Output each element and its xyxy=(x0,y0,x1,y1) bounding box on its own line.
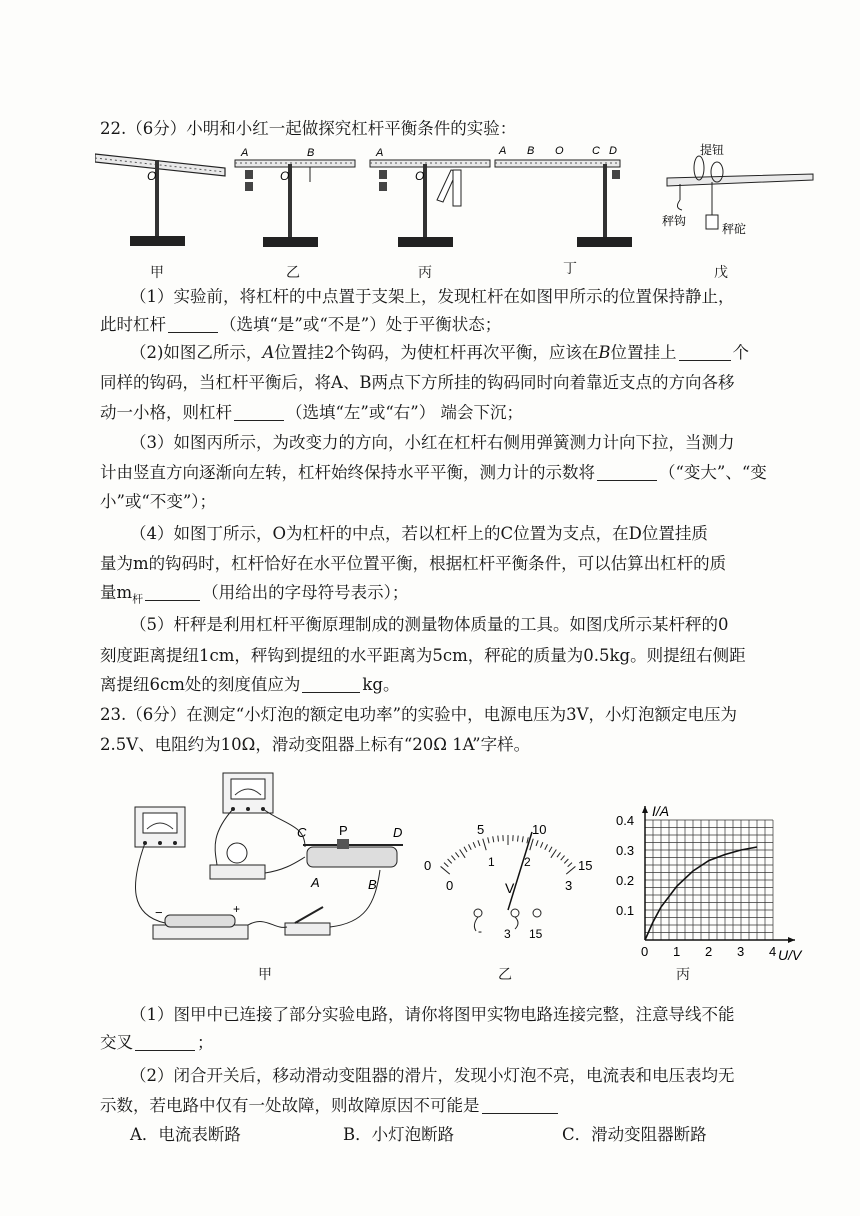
q22-part3-line1: （3）如图丙所示，为改变力的方向，小红在杠杆右侧用弹簧测力计向下拉，当测力 xyxy=(130,433,735,452)
q22-part4-line2: 量为m的钩码时，杠杆恰好在水平位置平衡，根据杠杆平衡条件，可以估算出杠杆的质 xyxy=(100,554,727,573)
dial-tick xyxy=(478,840,480,846)
upper-scale-10: 10 xyxy=(532,822,547,837)
caption-yi: 乙 xyxy=(498,967,512,983)
label-o: O xyxy=(415,169,425,183)
dial-tick xyxy=(441,866,450,874)
dial-tick xyxy=(564,859,568,863)
dial-tick xyxy=(518,836,519,842)
answer-blank-4[interactable] xyxy=(597,462,657,481)
upper-scale-0: 0 xyxy=(424,858,432,873)
x-tick-label: 2 xyxy=(705,944,713,959)
dial-tick xyxy=(493,836,494,842)
caption-bing: 丙 xyxy=(418,265,432,281)
option-b: B．小灯泡断路 xyxy=(343,1125,455,1144)
dial-tick xyxy=(498,836,499,842)
option-c: C．滑动变阻器断路 xyxy=(562,1125,707,1144)
dial-unit: V xyxy=(505,880,515,896)
label-b: B xyxy=(368,877,377,892)
q23-part2-line2: 示数，若电路中仅有一处故障，则故障原因不可能是 xyxy=(100,1091,560,1121)
y-tick-label: 0.3 xyxy=(616,843,635,858)
chart-grid xyxy=(645,820,773,940)
label-chenggou: 秤钩 xyxy=(662,214,687,228)
q23-circuit-figure xyxy=(125,765,425,955)
dial-pointer xyxy=(508,832,532,910)
dial-tick xyxy=(469,844,472,849)
y-tick-label: 0.1 xyxy=(616,903,635,918)
label-b: B xyxy=(307,147,315,159)
label-d: D xyxy=(393,825,403,840)
q22-part4-line1: （4）如图丁所示，O为杠杆的中点，若以杠杆上的C位置为支点，在D位置挂质 xyxy=(130,524,708,543)
battery xyxy=(153,902,248,939)
y-tick-label: 0.2 xyxy=(616,873,635,888)
q22-part5-line3: 离提纽6cm处的刻度值应为 kg。 xyxy=(100,675,400,694)
q23-title-line2: 2.5V、电阻约为10Ω，滑动变阻器上标有“20Ω 1A”字样。 xyxy=(100,735,531,754)
chart-xlabel: U/V xyxy=(778,947,802,963)
label-p: P xyxy=(339,823,348,838)
ammeter xyxy=(135,807,185,847)
dial-tick xyxy=(551,849,556,857)
answer-blank-1[interactable] xyxy=(168,314,218,333)
answer-blank-2[interactable] xyxy=(679,342,731,361)
q22-part4-line3: 量$m_杆$ （用给出的字母符号表示）； xyxy=(100,583,409,606)
caption-wu: 戊 xyxy=(714,265,728,281)
label-chengtuo: 秤砣 xyxy=(722,222,747,236)
dial-tick xyxy=(473,842,475,848)
x-tick-label: 0 xyxy=(641,944,649,959)
answer-blank-6[interactable] xyxy=(302,674,360,693)
lever-figure-yi xyxy=(235,147,355,247)
y-tick-label: 0.4 xyxy=(616,813,635,828)
dial-tick xyxy=(483,839,486,850)
light-bulb xyxy=(210,843,265,879)
label-c: C xyxy=(592,145,600,157)
answer-blank-5[interactable] xyxy=(145,582,200,601)
label-a: A xyxy=(376,147,384,159)
steelyard-figure-wu xyxy=(662,142,813,236)
q22-part5-line1: （5）杆秤是利用杠杆平衡原理制成的测量物体质量的工具。如图戊所示某杆秤的0 xyxy=(130,615,729,634)
x-axis-arrow xyxy=(788,937,795,943)
dial-tick xyxy=(444,863,448,867)
label-plus: + xyxy=(233,902,241,916)
lever-figure-jia xyxy=(95,154,225,246)
q23-voltmeter-dial xyxy=(420,818,595,943)
caption-bing: 丙 xyxy=(676,967,690,983)
x-tick-label: 4 xyxy=(769,944,777,959)
sliding-rheostat xyxy=(297,823,403,892)
lower-scale-2: 2 xyxy=(524,855,531,869)
label-tiniu: 提钮 xyxy=(700,143,725,157)
upper-scale-5: 5 xyxy=(477,822,485,837)
dial-tick xyxy=(488,837,489,843)
dial-tick xyxy=(557,852,561,857)
dial-tick xyxy=(448,859,452,863)
x-tick-label: 1 xyxy=(673,944,681,959)
q22-part3-line2: 计由竖直方向逐渐向左转，杠杆始终保持水平平衡，测力计的示数将 （“变大”、“变 xyxy=(100,463,767,482)
answer-blank-8[interactable] xyxy=(482,1095,558,1114)
dial-tick xyxy=(545,844,548,849)
lower-scale-3: 3 xyxy=(565,878,573,893)
label-a: A xyxy=(311,875,320,890)
chart-axes xyxy=(642,806,795,943)
q22-part1-line1: （1）实验前，将杠杆的中点置于支架上，发现杠杆在如图甲所示的位置保持静止， xyxy=(130,287,735,306)
caption-ding: 丁 xyxy=(563,261,577,277)
lower-scale-0: 0 xyxy=(446,878,454,893)
dial-tick xyxy=(451,856,455,861)
upper-scale-15: 15 xyxy=(578,858,593,873)
caption-jia: 甲 xyxy=(150,265,164,281)
answer-blank-3[interactable] xyxy=(234,402,284,421)
q23-part1-line2: 交叉 ； xyxy=(100,1033,214,1052)
q23-iu-graph xyxy=(612,800,822,972)
q22-part5-line2: 刻度距离提纽1cm，秤钩到提纽的水平距离为5cm，秤砣的质量为0.5kg。则提纽右侧距 xyxy=(100,646,746,665)
dial-tick xyxy=(561,856,565,861)
dial-tick xyxy=(549,847,552,852)
lower-scale-1: 1 xyxy=(488,855,495,869)
q23-title-line1: 23.（6分）在测定“小灯泡的额定电功率”的实验中，电源电压为3V，小灯泡额定电压为 xyxy=(100,705,738,724)
dial-ticks xyxy=(441,835,576,874)
terminal-minus: - xyxy=(478,924,482,938)
dial-tick xyxy=(455,852,459,857)
caption-jia: 甲 xyxy=(258,967,272,983)
label-a: A xyxy=(499,145,507,157)
label-o: O xyxy=(555,145,564,157)
q22-part2-line3: 动一小格，则杠杆 （选填“左”或“右”） 端会下沉； xyxy=(100,403,523,422)
q22-part3-line3: 小”或“不变”）； xyxy=(100,492,217,511)
x-tick-label: 3 xyxy=(737,944,745,959)
dial-tick xyxy=(536,840,538,846)
dial-tick xyxy=(566,866,575,874)
voltmeter xyxy=(223,773,273,813)
label-o: O xyxy=(280,169,290,183)
label-b: B xyxy=(527,145,535,157)
lever-figure-bing xyxy=(370,147,490,247)
q22-part2-line1: （2)如图乙所示，A位置挂2个钩码，为使杠杆再次平衡，应该在B位置挂上 个 xyxy=(130,343,749,362)
q23-part1-line1: （1）图甲中已连接了部分实验电路，请你将图甲实物电路连接完整，注意导线不能 xyxy=(130,1005,735,1024)
chart-ylabel: I/A xyxy=(652,803,670,819)
option-a: A．电流表断路 xyxy=(130,1125,241,1144)
label-c: C xyxy=(297,825,307,840)
dial-tick xyxy=(464,847,467,852)
label-o: O xyxy=(147,169,157,183)
q22-part1-line2: 此时杠杆 （选填“是”或“不是”）处于平衡状态； xyxy=(100,315,502,334)
answer-blank-7[interactable] xyxy=(135,1032,195,1051)
label-minus: − xyxy=(155,905,163,920)
q22-part2-line2: 同样的钩码，当杠杆平衡后，将A、B两点下方所挂的钩码同时向着靠近支点的方向各移 xyxy=(100,373,735,392)
switch xyxy=(285,907,330,935)
lever-figure-ding xyxy=(495,145,632,247)
y-axis-arrow xyxy=(642,806,648,813)
q22-title: 22.（6分）小明和小红一起做探究杠杆平衡条件的实验： xyxy=(100,119,517,138)
caption-yi: 乙 xyxy=(286,265,300,281)
q23-part2-line1: （2）闭合开关后，移动滑动变阻器的滑片，发现小灯泡不亮，电流表和电压表均无 xyxy=(130,1066,735,1085)
dial-tick xyxy=(540,842,542,848)
dial-tick xyxy=(460,849,465,857)
label-a: A xyxy=(241,147,249,159)
terminal-3: 3 xyxy=(504,927,511,941)
dial-tick xyxy=(522,836,523,842)
q22-lever-figures xyxy=(95,140,820,280)
label-d: D xyxy=(609,145,617,157)
terminal-15: 15 xyxy=(529,927,543,941)
dial-tick xyxy=(530,839,533,850)
dial-tick xyxy=(568,863,572,867)
